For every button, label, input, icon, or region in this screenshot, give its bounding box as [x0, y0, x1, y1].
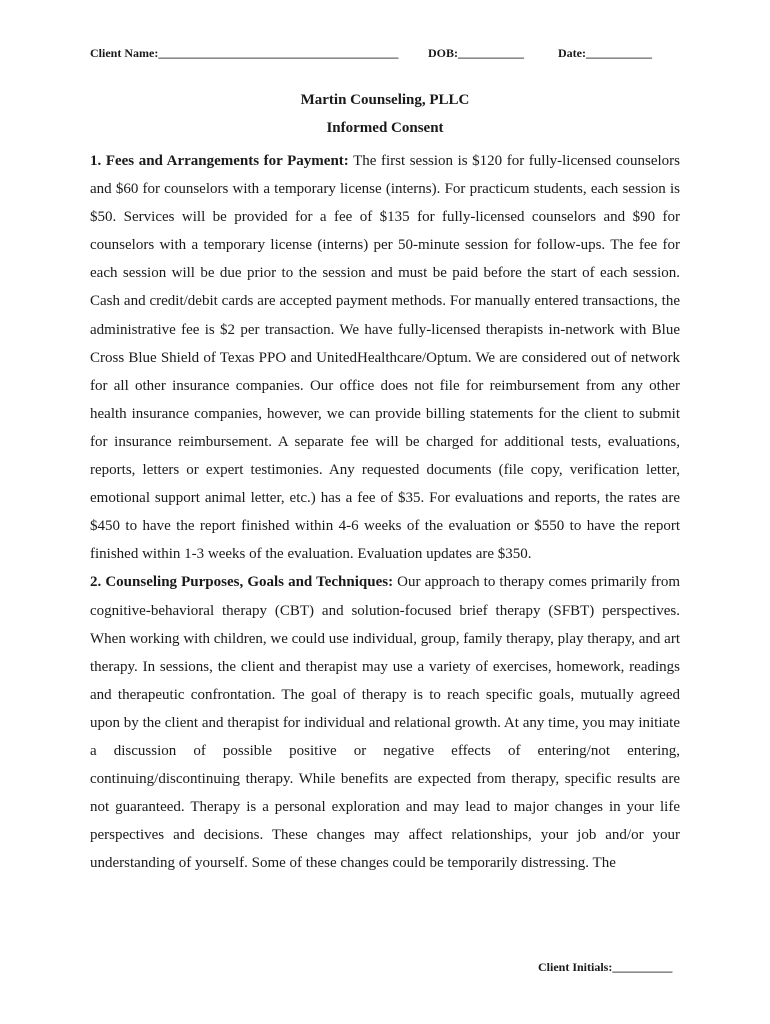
document-title: Informed Consent: [326, 120, 444, 136]
section-heading-fees: 1. Fees and Arrangements for Payment:: [90, 153, 349, 169]
section-fees: [90, 147, 680, 568]
section-purposes: [90, 568, 680, 877]
company-title: Martin Counseling, PLLC: [300, 92, 470, 108]
client-initials-field: Client Initials:__________: [538, 960, 673, 974]
section-text-purposes: Our approach to therapy comes primarily from cognitive-behavioral therapy (CBT) and solution-focused brief therapy (SFBT) perspectives. When working with children, we could use individual, group, family therapy, play therapy, and art therapy. In sessions, the client and therapist may use a variety of exercises, homework, readings and therapeutic confrontation. The goal of therapy is to reach specific goals, mutually agreed upon by the client and therapist for individual and relational growth. At any time, you may initiate a discussion of possible positive or negative effects of entering/not entering, continuing/discontinuing therapy. While benefits are expected from therapy, specific results are not guaranteed. Therapy is a personal exploration and may lead to major changes in your life perspectives and decisions. These changes may affect relationships, your job and/or your understanding of yourself. Some of these changes could be temporarily distressing. The: [90, 574, 680, 872]
section-heading-purposes: 2. Counseling Purposes, Goals and Techniques:: [90, 574, 394, 591]
section-text-fees: The first session is $120 for fully-licensed counselors and $60 for counselors with a temporary license (interns). For practicum students, each session is $50. Services will be provided for a fee of $135 for fully-licensed counselors and $90 for counselors with a temporary license (interns) per 50-minute session for follow-ups. The fee for each session will be due prior to the session and must be paid before the start of each session. Cash and credit/debit cards are accepted payment methods. For manually entered transactions, the administrative fee is $2 per transaction. We have fully-licensed therapists in-network with Blue Cross Blue Shield of Texas PPO and UnitedHealthcare/Optum. We are considered out of network for all other insurance companies. Our office does not file for reimbursement from any other health insurance companies, however, we can provide billing statements for the client to submit for insurance reimbursement. A separate fee will be charged for additional tests, evaluations, reports, letters or expert testimonies. Any requested documents (file copy, verification letter, emotional support animal letter, etc.) has a fee of $35. For evaluations and reports, the rates are $450 to have the report finished within 4-6 weeks of the evaluation or $550 to have the report finished within 1-3 weeks of the evaluation. Evaluation updates are $350.: [90, 153, 680, 563]
dob-field: DOB:___________: [428, 46, 524, 60]
document-body: [90, 147, 680, 877]
date-field: Date:___________: [558, 46, 652, 60]
client-name-field: Client Name:________________________________________: [90, 46, 399, 60]
